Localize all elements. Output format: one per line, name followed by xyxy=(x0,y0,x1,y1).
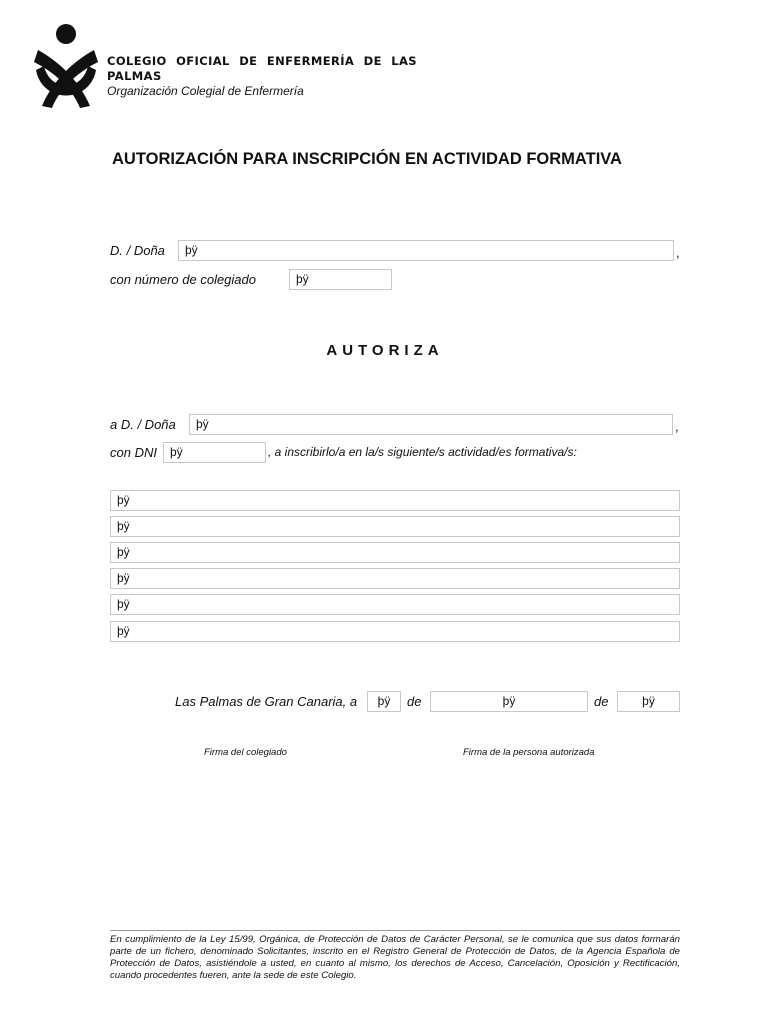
signature-member-label: Firma del colegiado xyxy=(204,747,287,758)
date-month-field[interactable]: þÿ xyxy=(430,691,588,712)
date-day-field[interactable]: þÿ xyxy=(367,691,401,712)
date-place-label: Las Palmas de Gran Canaria, a xyxy=(175,694,358,709)
date-year-field[interactable]: þÿ xyxy=(617,691,680,712)
authorizer-name-comma: , xyxy=(676,245,680,260)
authorized-dni-label: con DNI xyxy=(110,445,157,460)
date-de-label-2: de xyxy=(594,694,609,709)
activities-intro-text: , a inscribirlo/a en la/s siguiente/s actividad/es formativa/s: xyxy=(268,445,577,459)
date-de-label-1: de xyxy=(407,694,422,709)
authorized-name-label: a D. / Doña xyxy=(110,417,176,432)
notice-divider xyxy=(110,930,680,931)
data-protection-notice: En cumplimiento de la Ley 15/99, Orgánica, de Protección de Datos de Carácter Personal, se le comunica que sus datos formarán parte de un fichero, denominado Solicitantes, inscrito en el Registro General de Protección de Datos, de la Agencia Española de Protección de Datos, asistiéndole a usted, en cuanto al mismo, los derechos de Acceso, Cancelación, Oposición y Rectificación, cuando procedentes fueren, ante la sede de este Colegio. xyxy=(110,934,680,981)
document-title: AUTORIZACIÓN PARA INSCRIPCIÓN EN ACTIVIDAD FORMATIVA xyxy=(112,150,622,168)
activity-field-2[interactable]: þÿ xyxy=(110,516,680,537)
college-logo xyxy=(30,22,102,112)
authorizer-name-field[interactable]: þÿ xyxy=(178,240,674,261)
activity-field-3[interactable]: þÿ xyxy=(110,542,680,563)
authorized-name-field[interactable]: þÿ xyxy=(189,414,673,435)
college-logo-icon xyxy=(30,22,102,112)
authorized-dni-field[interactable]: þÿ xyxy=(163,442,266,463)
authorizer-number-label: con número de colegiado xyxy=(110,272,256,287)
authorized-name-comma: , xyxy=(675,419,679,434)
activity-field-1[interactable]: þÿ xyxy=(110,490,680,511)
authorizer-number-field[interactable]: þÿ xyxy=(289,269,392,290)
org-name: COLEGIO OFICIAL DE ENFERMERÍA DE LAS PALMAS xyxy=(107,54,417,83)
authorizer-name-label: D. / Doña xyxy=(110,243,165,258)
signature-authorized-label: Firma de la persona autorizada xyxy=(463,747,595,758)
activity-field-4[interactable]: þÿ xyxy=(110,568,680,589)
autoriza-heading: AUTORIZA xyxy=(326,342,444,359)
org-subtitle: Organización Colegial de Enfermería xyxy=(107,84,304,98)
activity-field-6[interactable]: þÿ xyxy=(110,621,680,642)
activity-field-5[interactable]: þÿ xyxy=(110,594,680,615)
